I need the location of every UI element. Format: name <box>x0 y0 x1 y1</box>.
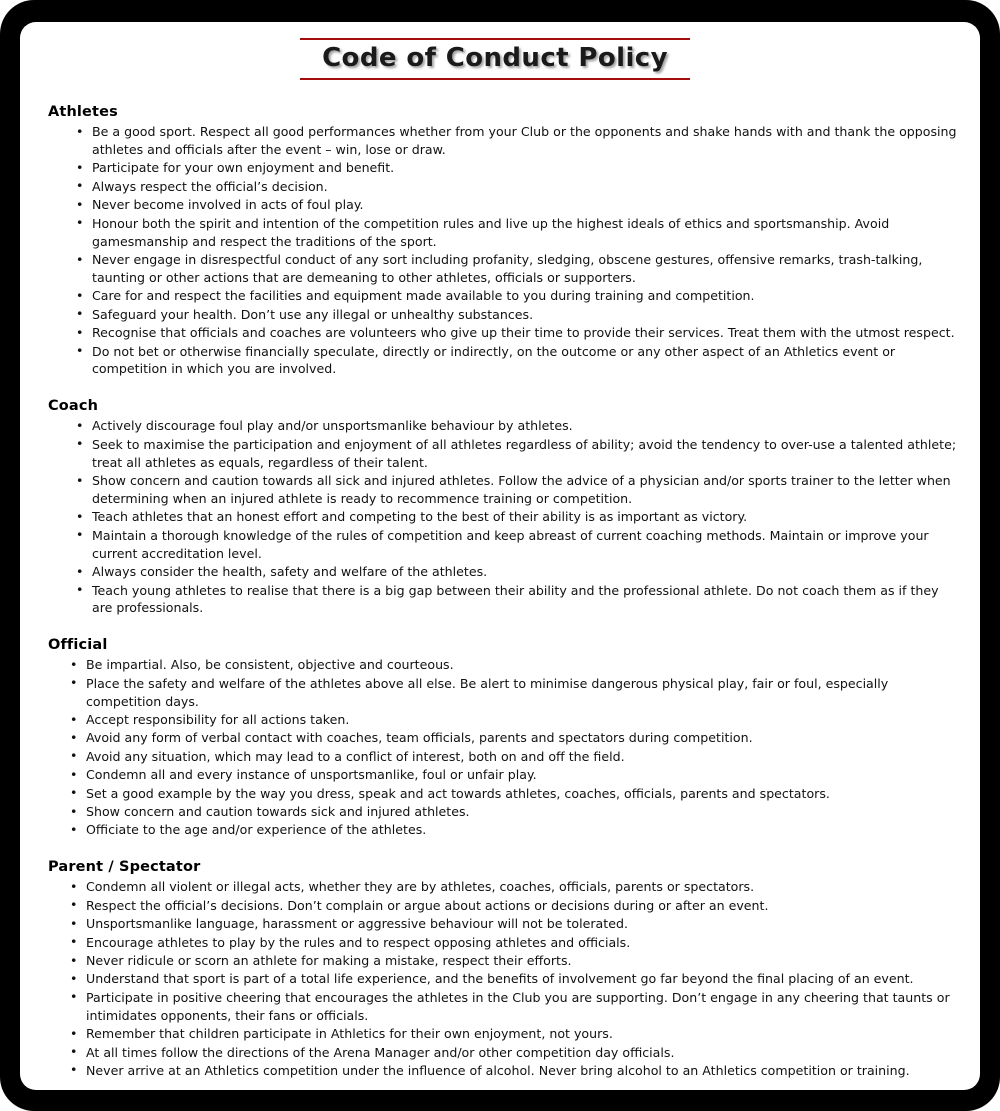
list-item: • Officiate to the age and/or experience of the athletes. <box>66 821 962 839</box>
list-item: • Never ridicule or scorn an athlete for making a mistake, respect their efforts. <box>66 952 962 970</box>
list-item: • Safeguard your health. Don’t use any illegal or unhealthy substances. <box>72 306 962 324</box>
list-item: • Always respect the official’s decision. <box>72 178 962 196</box>
list-item: • Care for and respect the facilities and equipment made available to you during training and competition. <box>72 287 962 305</box>
list-item: • Be impartial. Also, be consistent, objective and courteous. <box>66 656 962 674</box>
bullet-list-official <box>66 656 962 839</box>
page-title: Code of Conduct Policy <box>322 43 668 73</box>
list-item: • Avoid any situation, which may lead to a conflict of interest, both on and off the field. <box>66 748 962 766</box>
list-item: • Maintain a thorough knowledge of the rules of competition and keep abreast of current coaching methods. Maintain or improve your current accreditation level. <box>72 527 962 563</box>
list-item: • Never arrive at an Athletics competition under the influence of alcohol. Never bring alcohol to an Athletics competition or training. <box>66 1062 962 1080</box>
list-item: • Participate in positive cheering that encourages the athletes in the Club you are supporting. Don’t engage in any cheering that taunts or intimidates opponents, their fans or officials. <box>66 989 962 1025</box>
bullet-list-coach <box>72 417 962 617</box>
list-item: • Be a good sport. Respect all good performances whether from your Club or the opponents and shake hands with and thank the opposing athletes and officials after the event – win, lose or draw. <box>72 123 962 159</box>
list-item: • Do not bet or otherwise financially speculate, directly or indirectly, on the outcome or any other aspect of an Athletics event or competition in which you are involved. <box>72 343 962 379</box>
list-item: • Never engage in disrespectful conduct of any sort including profanity, sledging, obscene gestures, offensive remarks, trash-talking, taunting or other actions that are demeaning to other athletes, officials or supporters. <box>72 251 962 287</box>
list-item: • Show concern and caution towards sick and injured athletes. <box>66 803 962 821</box>
list-item: • Unsportsmanlike language, harassment or aggressive behaviour will not be tolerated. <box>66 915 962 933</box>
list-item: • Show concern and caution towards all sick and injured athletes. Follow the advice of a physician and/or sports trainer to the letter when determining when an injured athlete is ready to recommence training or competition. <box>72 472 962 508</box>
title-container <box>28 38 962 80</box>
section-heading-official: Official <box>48 637 108 654</box>
list-item: • Condemn all and every instance of unsportsmanlike, foul or unfair play. <box>66 766 962 784</box>
list-item: • Respect the official’s decisions. Don’t complain or argue about actions or decisions during or after an event. <box>66 897 962 915</box>
section-parent-spectator <box>28 859 962 1079</box>
list-item: • Teach athletes that an honest effort and competing to the best of their ability is as important as victory. <box>72 508 962 526</box>
bullet-list-athletes <box>72 123 962 378</box>
document-sheet <box>20 22 980 1090</box>
list-item: • Recognise that officials and coaches are volunteers who give up their time to provide their services. Treat them with the utmost respect. <box>72 324 962 342</box>
list-item: • Remember that children participate in Athletics for their own enjoyment, not yours. <box>66 1025 962 1043</box>
list-item: • Encourage athletes to play by the rules and to respect opposing athletes and officials. <box>66 934 962 952</box>
section-heading-coach: Coach <box>48 398 99 415</box>
list-item: • Actively discourage foul play and/or unsportsmanlike behaviour by athletes. <box>72 417 962 435</box>
list-item: • Accept responsibility for all actions taken. <box>66 711 962 729</box>
section-athletes <box>28 104 962 378</box>
list-item: • Condemn all violent or illegal acts, whether they are by athletes, coaches, officials, parents or spectators. <box>66 878 962 896</box>
title-rule-box <box>300 38 690 80</box>
section-official <box>28 637 962 839</box>
list-item: • Never become involved in acts of foul play. <box>72 196 962 214</box>
list-item: • Participate for your own enjoyment and benefit. <box>72 159 962 177</box>
list-item: • Place the safety and welfare of the athletes above all else. Be alert to minimise dangerous physical play, fair or foul, especially competition days. <box>66 675 962 711</box>
section-heading-parent-spectator: Parent / Spectator <box>48 859 201 876</box>
list-item: • Avoid any form of verbal contact with coaches, team officials, parents and spectators during competition. <box>66 729 962 747</box>
list-item: • Understand that sport is part of a total life experience, and the benefits of involvement go far beyond the final placing of an event. <box>66 970 962 988</box>
list-item: • Always consider the health, safety and welfare of the athletes. <box>72 563 962 581</box>
document-body <box>20 22 980 1090</box>
list-item: • Honour both the spirit and intention of the competition rules and live up the highest ideals of ethics and sportsmanship. Avoid gamesmanship and respect the traditions of the sport. <box>72 215 962 251</box>
section-coach <box>28 398 962 617</box>
list-item: • Set a good example by the way you dress, speak and act towards athletes, coaches, officials, parents and spectators. <box>66 785 962 803</box>
list-item: • Teach young athletes to realise that there is a big gap between their ability and the professional athlete. Do not coach them as if they are professionals. <box>72 582 962 618</box>
section-heading-athletes: Athletes <box>48 104 118 121</box>
list-item: • At all times follow the directions of the Arena Manager and/or other competition day officials. <box>66 1044 962 1062</box>
list-item: • Seek to maximise the participation and enjoyment of all athletes regardless of ability; avoid the tendency to over-use a talented athlete; treat all athletes as equals, regardless of their talent. <box>72 436 962 472</box>
sections-root <box>28 104 962 1080</box>
bullet-list-parent-spectator <box>66 878 962 1079</box>
